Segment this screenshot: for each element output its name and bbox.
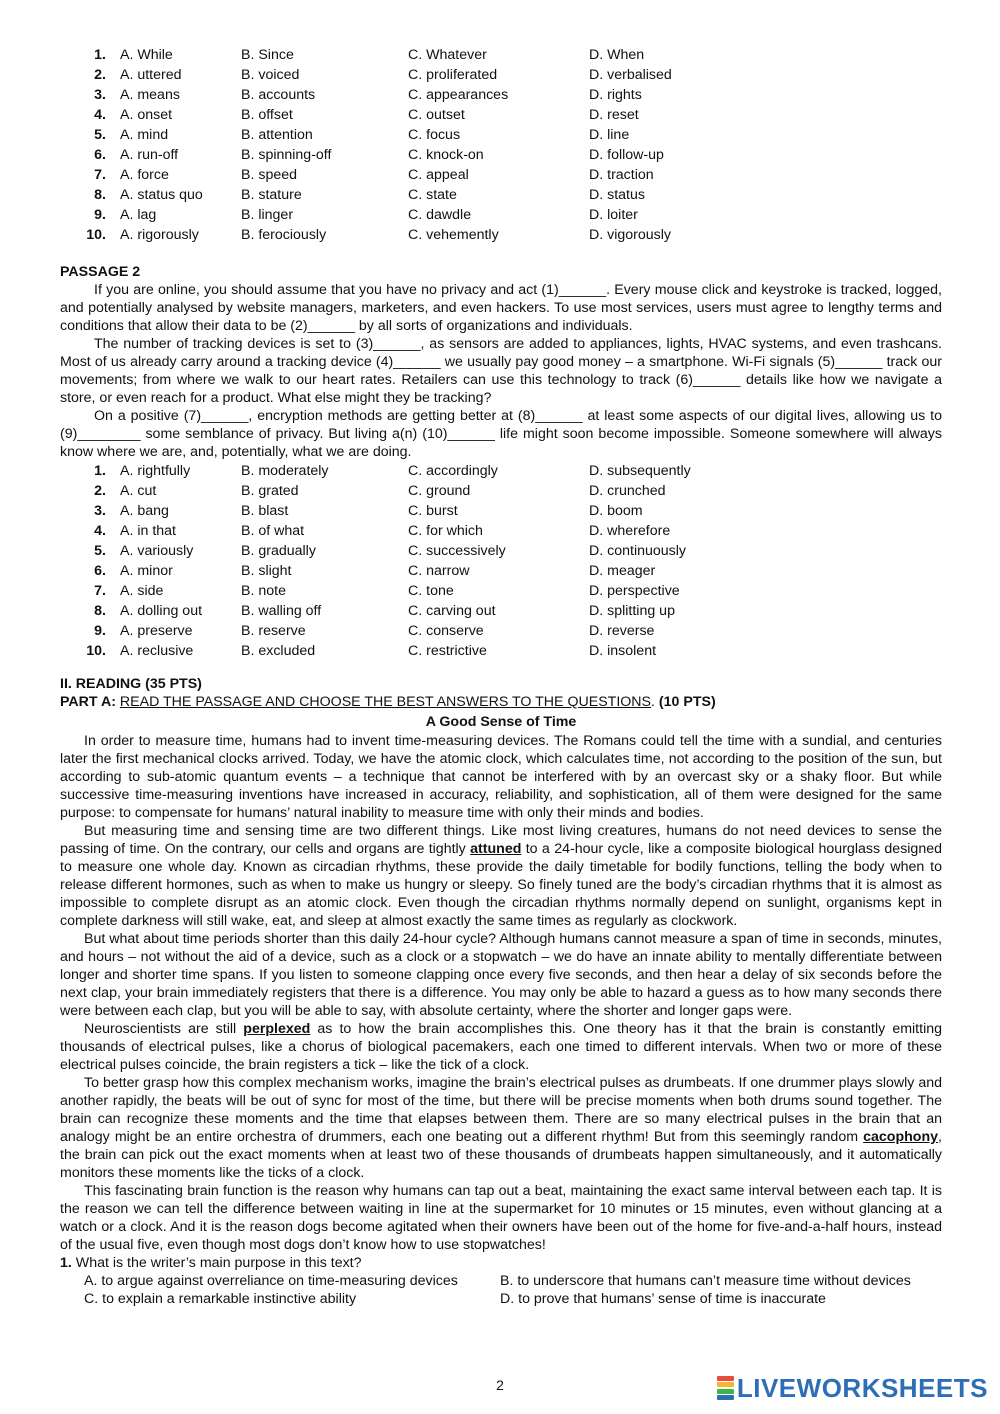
passage2-option-c[interactable]: C. tone xyxy=(408,583,454,599)
passage1-option-d[interactable]: D. line xyxy=(589,127,630,143)
passage1-option-d[interactable]: D. rights xyxy=(589,87,642,103)
passage1-question-number: 6. xyxy=(94,147,106,163)
question-1-option-c[interactable]: C. to explain a remarkable instinctive ability xyxy=(84,1291,357,1307)
liveworksheets-logo-icon xyxy=(717,1376,734,1400)
passage2-option-c[interactable]: C. successively xyxy=(408,543,506,559)
keyword-attuned: attuned xyxy=(470,841,522,857)
liveworksheets-logo-text: LIVEWORKSHEETS xyxy=(736,1373,988,1403)
passage2-heading: PASSAGE 2 xyxy=(60,264,141,280)
passage1-option-b[interactable]: B. spinning-off xyxy=(241,147,332,163)
reading-paragraph-5 xyxy=(60,1074,942,1182)
question-1-option-b[interactable]: B. to underscore that humans can’t measure time without devices xyxy=(500,1273,911,1289)
passage2-option-a[interactable]: A. dolling out xyxy=(120,603,203,619)
passage2-option-d[interactable]: D. insolent xyxy=(589,643,657,659)
passage2-option-d[interactable]: D. perspective xyxy=(589,583,680,599)
keyword-perplexed: perplexed xyxy=(243,1021,311,1037)
passage1-option-a[interactable]: A. run-off xyxy=(120,147,179,163)
passage1-option-a[interactable]: A. uttered xyxy=(120,67,182,83)
passage2-option-b[interactable]: B. slight xyxy=(241,563,292,579)
passage1-option-c[interactable]: C. outset xyxy=(408,107,465,123)
question-text: What is the writer’s main purpose in this text? xyxy=(75,1255,362,1271)
passage2-option-b[interactable]: B. note xyxy=(241,583,286,599)
question-1-options-row-2 xyxy=(60,1290,942,1308)
passage1-question-number: 8. xyxy=(94,187,106,203)
passage1-option-c[interactable]: C. focus xyxy=(408,127,461,143)
passage2-option-d[interactable]: D. continuously xyxy=(589,543,686,559)
passage2-question-number: 2. xyxy=(94,483,106,499)
passage1-option-b[interactable]: B. Since xyxy=(241,47,294,63)
passage2-option-b[interactable]: B. blast xyxy=(241,503,289,519)
passage2-question-row xyxy=(82,542,789,562)
passage1-option-a[interactable]: A. status quo xyxy=(120,187,203,203)
passage1-option-b[interactable]: B. accounts xyxy=(241,87,316,103)
passage1-question-row xyxy=(82,186,789,206)
passage2-question-row xyxy=(82,502,789,522)
passage2-question-number: 10. xyxy=(86,643,106,659)
passage2-option-d[interactable]: D. subsequently xyxy=(589,463,691,479)
reading-paragraph-3: But what about time periods shorter than this daily 24-hour cycle? Although humans cannot measure a span of time in seconds, minutes, and hours – not without the aid of a device, such as a clock or a stopwatch – we do have an innate ability to mentally differentiate between longer and shorter time spans. If you listen to someone clapping once every five seconds, and then hear a delay of six seconds before the next clap, your brain immediately registers that there is a difference. You may only be able to hazard a guess as to how many seconds there were between each clap, but you will be able to say, with absolute certainty, where the shorter and longer gaps were. xyxy=(60,931,942,1019)
passage1-option-c[interactable]: C. knock-on xyxy=(408,147,484,163)
question-number: 1. xyxy=(60,1255,72,1271)
passage1-question-row xyxy=(82,66,789,86)
passage1-question-row xyxy=(82,146,789,166)
passage1-option-c[interactable]: C. appeal xyxy=(408,167,469,183)
passage2-option-c[interactable]: C. narrow xyxy=(408,563,470,579)
passage2-option-c[interactable]: C. conserve xyxy=(408,623,484,639)
passage1-option-a[interactable]: A. force xyxy=(120,167,169,183)
passage2-option-a[interactable]: A. bang xyxy=(120,503,169,519)
passage2-option-a[interactable]: A. rightfully xyxy=(120,463,191,479)
passage2-question-number: 6. xyxy=(94,563,106,579)
passage2-option-b[interactable]: B. gradually xyxy=(241,543,316,559)
passage2-question-number: 5. xyxy=(94,543,106,559)
part-a-label: PART A: xyxy=(60,694,116,710)
passage1-option-a[interactable]: A. While xyxy=(120,47,173,63)
passage1-option-b[interactable]: B. speed xyxy=(241,167,298,183)
passage2-question-row xyxy=(82,562,789,582)
passage1-question-number: 1. xyxy=(94,47,106,63)
question-1-option-a[interactable]: A. to argue against overreliance on time-measuring devices xyxy=(84,1273,458,1289)
passage2-question-row xyxy=(82,622,789,642)
passage1-question-number: 4. xyxy=(94,107,106,123)
passage1-option-d[interactable]: D. status xyxy=(589,187,645,203)
passage2-option-d[interactable]: D. wherefore xyxy=(589,523,671,539)
passage1-question-row xyxy=(82,166,789,186)
passage2-option-c[interactable]: C. ground xyxy=(408,483,471,499)
part-a-instruction xyxy=(60,693,942,711)
passage2-question-row xyxy=(82,522,789,542)
passage2-question-number: 4. xyxy=(94,523,106,539)
passage1-question-number: 5. xyxy=(94,127,106,143)
passage1-question-number: 7. xyxy=(94,167,106,183)
paragraph-text: as to how the brain accomplishes this. One theory has it that the brain is constantly emitting thousands of electrical pulses, like a chorus of biological pacemakers, each one timed to different intervals. When two or more of these electrical pulses coincide, the brain registers a tick – like the tick of a clock. xyxy=(60,1021,942,1073)
worksheet-page xyxy=(60,46,942,1308)
passage2-question-row xyxy=(82,462,789,482)
passage2-option-c[interactable]: C. restrictive xyxy=(408,643,487,659)
passage2-option-a[interactable]: A. cut xyxy=(120,483,157,499)
passage1-option-a[interactable]: A. rigorously xyxy=(120,227,199,243)
passage1-question-row xyxy=(82,206,789,226)
passage2-question-row xyxy=(82,582,789,602)
passage1-option-b[interactable]: B. offset xyxy=(241,107,293,123)
passage1-option-b[interactable]: B. stature xyxy=(241,187,302,203)
passage2-option-d[interactable]: D. meager xyxy=(589,563,656,579)
reading-paragraph-2 xyxy=(60,822,942,930)
passage1-option-d[interactable]: D. vigorously xyxy=(589,227,672,243)
passage1-option-d[interactable]: D. When xyxy=(589,47,645,63)
passage2-option-c[interactable]: C. for which xyxy=(408,523,483,539)
passage2-question-row xyxy=(82,642,789,662)
part-a-instruction-text: READ THE PASSAGE AND CHOOSE THE BEST ANSWERS TO THE QUESTIONS xyxy=(119,694,652,710)
passage2-option-b[interactable]: B. of what xyxy=(241,523,305,539)
passage1-question-row xyxy=(82,226,789,246)
passage1-option-b[interactable]: B. ferociously xyxy=(241,227,327,243)
passage1-option-d[interactable]: D. loiter xyxy=(589,207,638,223)
passage1-question-row xyxy=(82,106,789,126)
paragraph-text: Neuroscientists are still xyxy=(84,1021,244,1037)
logo-bar-icon xyxy=(717,1389,734,1394)
passage1-option-d[interactable]: D. verbalised xyxy=(589,67,672,83)
passage2-option-d[interactable]: D. reverse xyxy=(589,623,655,639)
liveworksheets-logo[interactable] xyxy=(717,1374,988,1402)
passage2-option-b[interactable]: B. moderately xyxy=(241,463,329,479)
passage2-question-row xyxy=(82,602,789,622)
passage2-option-a[interactable]: A. side xyxy=(120,583,164,599)
part-a-points: (10 PTS) xyxy=(658,694,716,710)
part-a-dot: . xyxy=(651,694,655,710)
passage2-question-number: 1. xyxy=(94,463,106,479)
passage2-option-a[interactable]: A. in that xyxy=(120,523,176,539)
passage1-option-d[interactable]: D. follow-up xyxy=(589,147,664,163)
page-number: 2 xyxy=(496,1377,504,1393)
passage2-paragraph-2: The number of tracking devices is set to (3)______, as sensors are added to appliances, lights, HVAC systems, and even trashcans. Most of us already carry around a tracking device (4)______ we usually pay good money – a smartphone. Wi-Fi signals (5)______ track our movements; from where we walk to our heart rates. Retailers can use this technology to track (6)______ details like how we navigate a store, or even reach for a product. What else might they be tracking? xyxy=(60,336,942,406)
passage1-question-number: 10. xyxy=(86,227,106,243)
passage2-option-d[interactable]: D. boom xyxy=(589,503,643,519)
question-1 xyxy=(60,1254,942,1272)
passage1-option-a[interactable]: A. means xyxy=(120,87,180,103)
passage2-option-c[interactable]: C. accordingly xyxy=(408,463,498,479)
reading-paragraph-4 xyxy=(60,1020,942,1074)
passage1-option-b[interactable]: B. attention xyxy=(241,127,313,143)
passage1-option-c[interactable]: C. vehemently xyxy=(408,227,499,243)
passage2-option-a[interactable]: A. variously xyxy=(120,543,194,559)
passage-title: A Good Sense of Time xyxy=(425,714,577,730)
passage1-option-d[interactable]: D. reset xyxy=(589,107,639,123)
passage1-options-table xyxy=(82,46,789,246)
passage2-option-a[interactable]: A. reclusive xyxy=(120,643,194,659)
passage2-question-row xyxy=(82,482,789,502)
paragraph-text: But measuring time and sensing time are two different things. Like most living creatures, humans do not need devices to sense the passing of time. On the contrary, our cells and organs are tightly xyxy=(60,823,942,857)
passage1-option-a[interactable]: A. mind xyxy=(120,127,169,143)
passage2-option-b[interactable]: B. reserve xyxy=(241,623,306,639)
keyword-cacophony: cacophony xyxy=(863,1129,939,1145)
passage1-option-c[interactable]: C. appearances xyxy=(408,87,509,103)
passage1-option-b[interactable]: B. voiced xyxy=(241,67,300,83)
reading-paragraph-1: In order to measure time, humans had to invent time-measuring devices. The Romans could tell the time with a sundial, and centuries later the first mechanical clocks arrived. Today, we have the atomic clock, which calculates time, not according to the position of the sun, but according to sub-atomic quantum events – a technique that cannot be interfered with by an overcast sky or a shaky floor. But while successive time-measuring inventions have increased in accuracy, reliability, and sophistication, all of them were designed for the same purpose: to compensate for humans’ natural inability to measure time with only their minds and bodies. xyxy=(60,733,942,821)
passage1-option-c[interactable]: C. Whatever xyxy=(408,47,487,63)
logo-bar-icon xyxy=(717,1382,734,1387)
passage2-option-d[interactable]: D. crunched xyxy=(589,483,666,499)
passage2-question-number: 3. xyxy=(94,503,106,519)
passage2-question-number: 9. xyxy=(94,623,106,639)
reading-paragraph-6: This fascinating brain function is the reason why humans can tap out a beat, maintaining the exact same interval between each tap. It is the reason we can tell the difference between waiting in line at the supermarket for 10 minutes or 15 minutes, even without glancing at a watch or a clock. And it is the reason dogs become agitated when their owners have been out of the home for five-and-a-half hours, instead of the usual five, even though most dogs don’t know how to use stopwatches! xyxy=(60,1183,942,1253)
logo-bar-icon xyxy=(717,1376,734,1381)
passage1-question-number: 2. xyxy=(94,67,106,83)
passage2-option-a[interactable]: A. minor xyxy=(120,563,173,579)
passage2-question-number: 8. xyxy=(94,603,106,619)
passage2-paragraph-3: On a positive (7)______, encryption methods are getting better at (8)______ at least some aspects of our digital lives, allowing us to (9)________ some semblance of privacy. But living a(n) (10)______ life might soon become impossible. Someone somewhere will always know where we are, and, potentially, what we are doing. xyxy=(60,408,942,460)
passage1-question-row xyxy=(82,86,789,106)
passage1-question-row xyxy=(82,126,789,146)
passage1-option-a[interactable]: A. onset xyxy=(120,107,173,123)
passage2-option-b[interactable]: B. walling off xyxy=(241,603,322,619)
passage2-paragraph-1: If you are online, you should assume that you have no privacy and act (1)______. Every mouse click and keystroke is tracked, logged, and potentially analysed by website managers, marketers, and even hackers. To use most services, users must agree to lengthy terms and conditions that allow their data to be (2)______ by all sorts of organizations and individuals. xyxy=(60,282,942,334)
passage1-option-a[interactable]: A. lag xyxy=(120,207,157,223)
passage2-option-c[interactable]: C. carving out xyxy=(408,603,496,619)
passage2-option-c[interactable]: C. burst xyxy=(408,503,458,519)
paragraph-text: To better grasp how this complex mechanism works, imagine the brain’s electrical pulses as drumbeats. If one drummer plays slowly and another rapidly, the beats will be out of sync for most of the time, but there will be precise moments when both drums sound together. The brain can recognize these moments and the time that elapses between them. There are so many electrical pulses in the brain that an analogy might be an entire orchestra of drummers, each one beating out a different rhythm! But from this seemingly random xyxy=(60,1075,942,1145)
passage1-option-c[interactable]: C. proliferated xyxy=(408,67,498,83)
reading-section-heading: II. READING (35 PTS) xyxy=(60,676,202,692)
paragraph-text: to a 24-hour cycle, like a composite biological hourglass designed to measure one whole day. Known as circadian rhythms, these provide the daily timetable for bodily functions, telling the body when to release different hormones, such as when to make us hungry or sleepy. So finely tuned are the body’s circadian rhythms that it is almost as impossible to complete disrupt as an atomic clock. Even though the circadian rhythms normally depend on sunlight, organisms kept in complete darkness will still wake, eat, and sleep at almost exactly the same times as regularly as clockwork. xyxy=(60,841,942,929)
passage1-question-number: 9. xyxy=(94,207,106,223)
passage1-option-c[interactable]: C. dawdle xyxy=(408,207,472,223)
passage2-option-a[interactable]: A. preserve xyxy=(120,623,193,639)
passage1-question-number: 3. xyxy=(94,87,106,103)
passage2-option-b[interactable]: B. grated xyxy=(241,483,299,499)
question-1-option-d[interactable]: D. to prove that humans’ sense of time is inaccurate xyxy=(500,1291,826,1307)
passage2-option-d[interactable]: D. splitting up xyxy=(589,603,675,619)
paragraph-text: , the brain can pick out the exact moments when at least two of these thousands of drumbeats happen simultaneously, and it automatically monitors these moments like the ticks of a clock. xyxy=(60,1129,942,1181)
passage1-option-c[interactable]: C. state xyxy=(408,187,457,203)
passage1-option-d[interactable]: D. traction xyxy=(589,167,654,183)
passage1-option-b[interactable]: B. linger xyxy=(241,207,294,223)
question-1-options-row-1 xyxy=(60,1272,942,1290)
passage2-option-b[interactable]: B. excluded xyxy=(241,643,316,659)
logo-bar-icon xyxy=(717,1395,734,1400)
passage2-question-number: 7. xyxy=(94,583,106,599)
passage2-options-table xyxy=(82,462,789,662)
passage1-question-row xyxy=(82,46,789,66)
